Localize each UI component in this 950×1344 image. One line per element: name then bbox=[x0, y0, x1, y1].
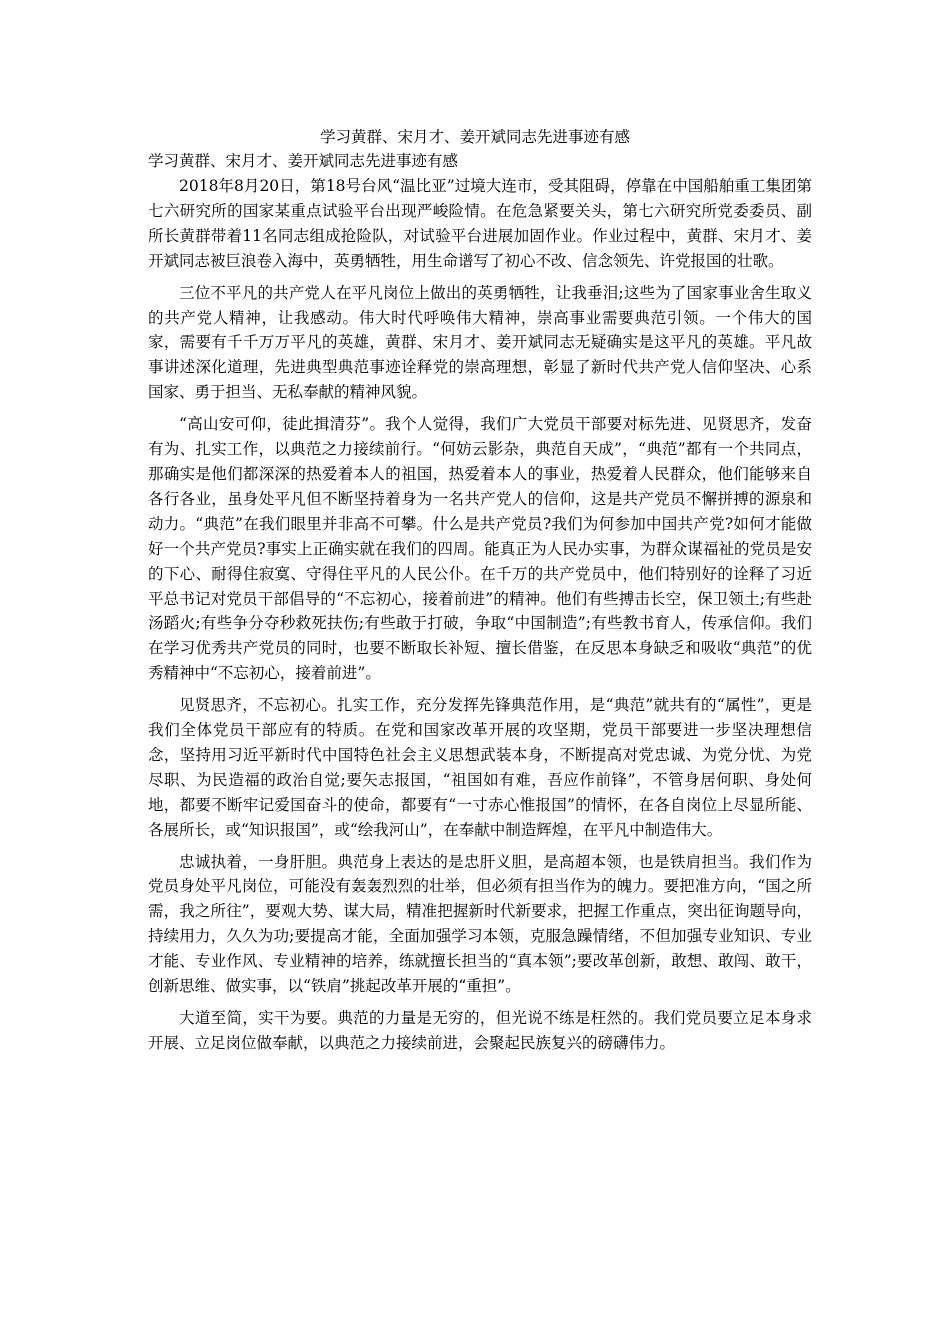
paragraph-4: 见贤思齐，不忘初心。扎实工作，充分发挥先锋典范作用，是“典范”就共有的“属性”，更是我们全体党员干部应有的特质。在党和国家改革开展的攻坚期，党员干部要进一步坚决理想信念，坚持用习近平新时代中国特色社会主义思想武装本身，不断提高对党忠诚、为党分忧、为党尽职、为民造福的政治自觉;要矢志报国，“祖国如有难，吾应作前锋”，不管身居何职、身处何地，都要不断牢记爱国奋斗的使命，都要有“一寸赤心惟报国”的情怀，在各自岗位上尽显所能、各展所长，或“知识报国”，或“绘我河山”，在奉献中制造辉煌，在平凡中制造伟大。 bbox=[148, 696, 812, 839]
document-title: 学习黄群、宋月才、姜开斌同志先进事迹有感 bbox=[319, 128, 630, 146]
paragraph-3: “高山安可仰，徒此揖清芬”。我个人觉得，我们广大党员干部要对标先进、见贤思齐，发奋有为、扎实工作，以典范之力接续前行。“何妨云影杂，典范自天成”，“典范”都有一个共同点，那确实是他们都深深的热爱着本人的祖国，热爱着本人的事业，热爱着人民群众，他们能够来自各行各业，虽身处平凡但不断坚持着身为一名共产党人的信仰，这是共产党员不懈拼搏的源泉和动力。“典范”在我们眼里并非高不可攀。什么是共产党员?我们为何参加中国共产党?如何才能做好一个共产党员?事实上正确实就在我们的四周。能真正为人民办实事，为群众谋福祉的党员是安的下心、耐得住寂寞、守得住平凡的人民公仆。在千万的共产党员中，他们特别好的诠释了习近平总书记对党员干部倡导的“不忘初心，接着前进”的精神。他们有些搏击长空，保卫领土;有些赴汤蹈火;有些争分夺秒救死扶伤;有些敢于打破，争取“中国制造”;有些教书育人，传承信仰。我们在学习优秀共产党员的同时，也要不断取长补短、擅长借鉴，在反思本身缺乏和吸收“典范”的优秀精神中“不忘初心，接着前进”。 bbox=[148, 415, 812, 683]
document-body bbox=[148, 149, 812, 1063]
paragraph-1: 2018年8月20日，第18号台风“温比亚”过境大连市，受其阻碍，停靠在中国船舶重工集团第七六研究所的国家某重点试验平台出现严峻险情。在危急紧要关头，第七六研究所党委委员、副所长黄群带着11名同志组成抢险队，对试验平台进展加固作业。作业过程中，黄群、宋月才、姜开斌同志被巨浪卷入海中，英勇牺牲，用生命谱写了初心不改、信念领先、许党报国的壮歌。 bbox=[148, 177, 812, 270]
paragraph-6: 大道至简，实干为要。典范的力量是无穷的，但光说不练是枉然的。我们党员要立足本身求开展、立足岗位做奉献，以典范之力接续前进，会聚起民族复兴的磅礴伟力。 bbox=[148, 1009, 812, 1052]
document-subtitle: 学习黄群、宋月才、姜开斌同志先进事迹有感 bbox=[148, 152, 459, 170]
paragraph-2: 三位不平凡的共产党人在平凡岗位上做出的英勇牺牲，让我垂泪;这些为了国家事业舍生取义的共产党人精神，让我感动。伟大时代呼唤伟大精神，崇高事业需要典范引领。一个伟大的国家，需要有千千万万平凡的英雄，黄群、宋月才、姜开斌同志无疑确实是这平凡的英雄。平凡故事讲述深化道理，先进典型典范事迹诠释党的崇高理想，彰显了新时代共产党人信仰坚决、心系国家、勇于担当、无私奉献的精神风貌。 bbox=[148, 283, 812, 402]
paragraph-5: 忠诚执着，一身肝胆。典范身上表达的是忠肝义胆，是高超本领，也是铁肩担当。我们作为党员身处平凡岗位，可能没有轰轰烈烈的壮举，但必须有担当作为的魄力。要把准方向，“国之所需，我之所往”，要观大势、谋大局，精准把握新时代新要求，把握工作重点，突出征询题导向，持续用力，久久为功;要提高才能，全面加强学习本领，克服急躁情绪，不但加强专业知识、专业才能、专业作风、专业精神的培养，练就擅长担当的“真本领”;要改革创新，敢想、敢闯、敢干，创新思维、做实事，以“铁肩”挑起改革开展的“重担”。 bbox=[148, 852, 812, 996]
